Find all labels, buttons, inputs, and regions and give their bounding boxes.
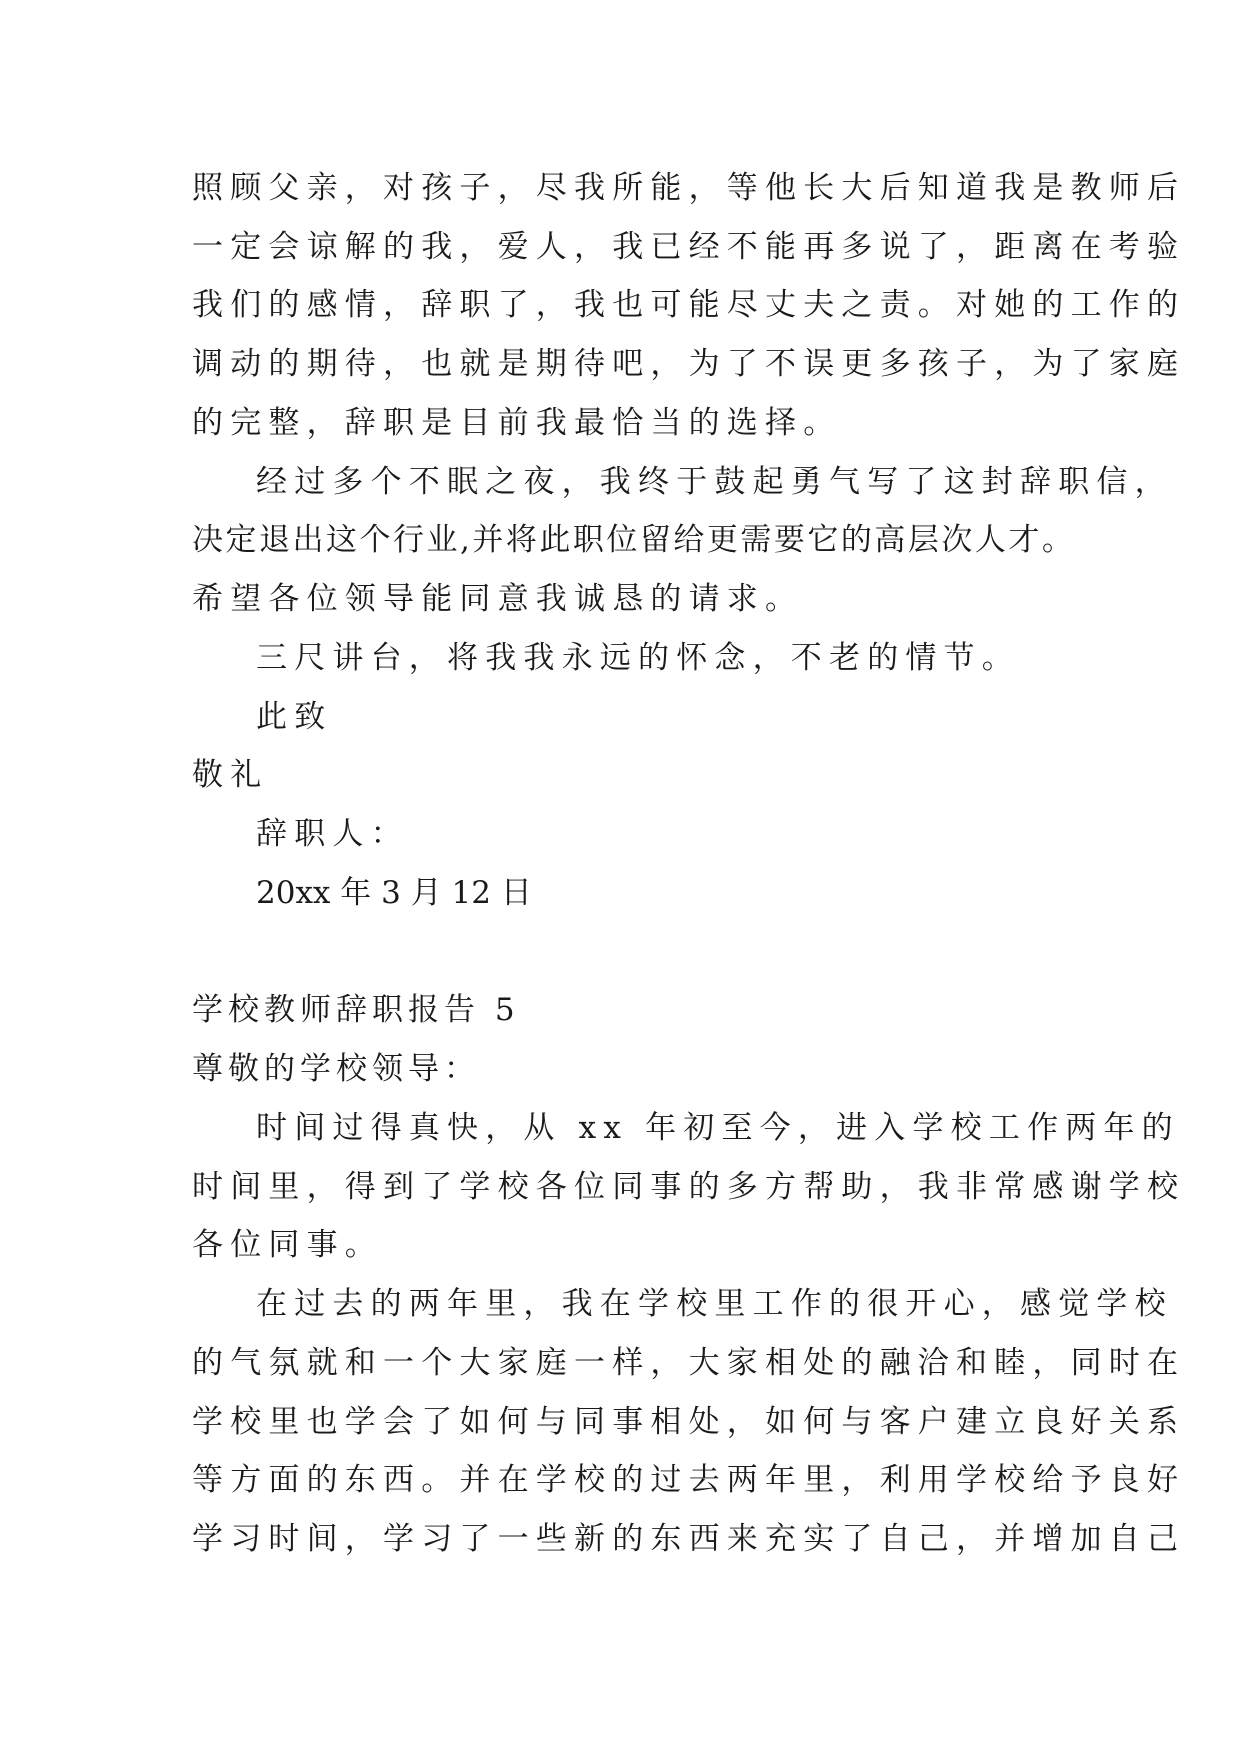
body-text-line: 的气氛就和一个大家庭一样，大家相处的融洽和睦，同时在 <box>192 1345 1186 1381</box>
paragraph-first-line: 时间过得真快，从 xx 年初至今，进入学校工作两年的 <box>256 1110 1180 1146</box>
body-text-line: 的完整，辞职是目前我最恰当的选择。 <box>192 405 842 441</box>
body-text-line: 各位同事。 <box>192 1227 383 1263</box>
body-text-line: 我们的感情，辞职了，我也可能尽丈夫之责。对她的工作的 <box>192 287 1186 323</box>
paragraph-first-line: 经过多个不眠之夜，我终于鼓起勇气写了这封辞职信， <box>256 464 1173 500</box>
body-text-line: 一定会谅解的我，爱人，我已经不能再多说了，距离在考验 <box>192 229 1186 265</box>
body-text-line: 学校里也学会了如何与同事相处，如何与客户建立良好关系 <box>192 1404 1186 1440</box>
body-text-line: 调动的期待，也就是期待吧，为了不误更多孩子，为了家庭 <box>192 346 1186 382</box>
body-text-line: 时间里，得到了学校各位同事的多方帮助，我非常感谢学校 <box>192 1169 1186 1205</box>
letter-greeting: 尊敬的学校领导： <box>192 1051 480 1087</box>
paragraph-first-line: 三尺讲台，将我我永远的怀念，不老的情节。 <box>256 640 1020 676</box>
section-title: 学校教师辞职报告 5 <box>192 992 520 1028</box>
body-text-line: 学习时间，学习了一些新的东西来充实了自己，并增加自己 <box>192 1521 1186 1557</box>
salutation: 敬礼 <box>192 757 269 793</box>
signature-label: 辞职人： <box>256 816 409 852</box>
signature-date: 20xx 年 3 月 12 日 <box>256 875 532 911</box>
body-text-line: 照顾父亲，对孩子，尽我所能，等他长大后知道我是教师后 <box>192 170 1186 206</box>
body-text-line: 决定退出这个行业,并将此职位留给更需要它的高层次人才。 <box>192 522 1076 558</box>
body-text-line: 等方面的东西。并在学校的过去两年里，利用学校给予良好 <box>192 1462 1186 1498</box>
paragraph-first-line: 在过去的两年里，我在学校里工作的很开心，感觉学校 <box>256 1286 1173 1322</box>
closing-phrase: 此致 <box>256 699 333 735</box>
body-text-line: 希望各位领导能同意我诚恳的请求。 <box>192 581 804 617</box>
